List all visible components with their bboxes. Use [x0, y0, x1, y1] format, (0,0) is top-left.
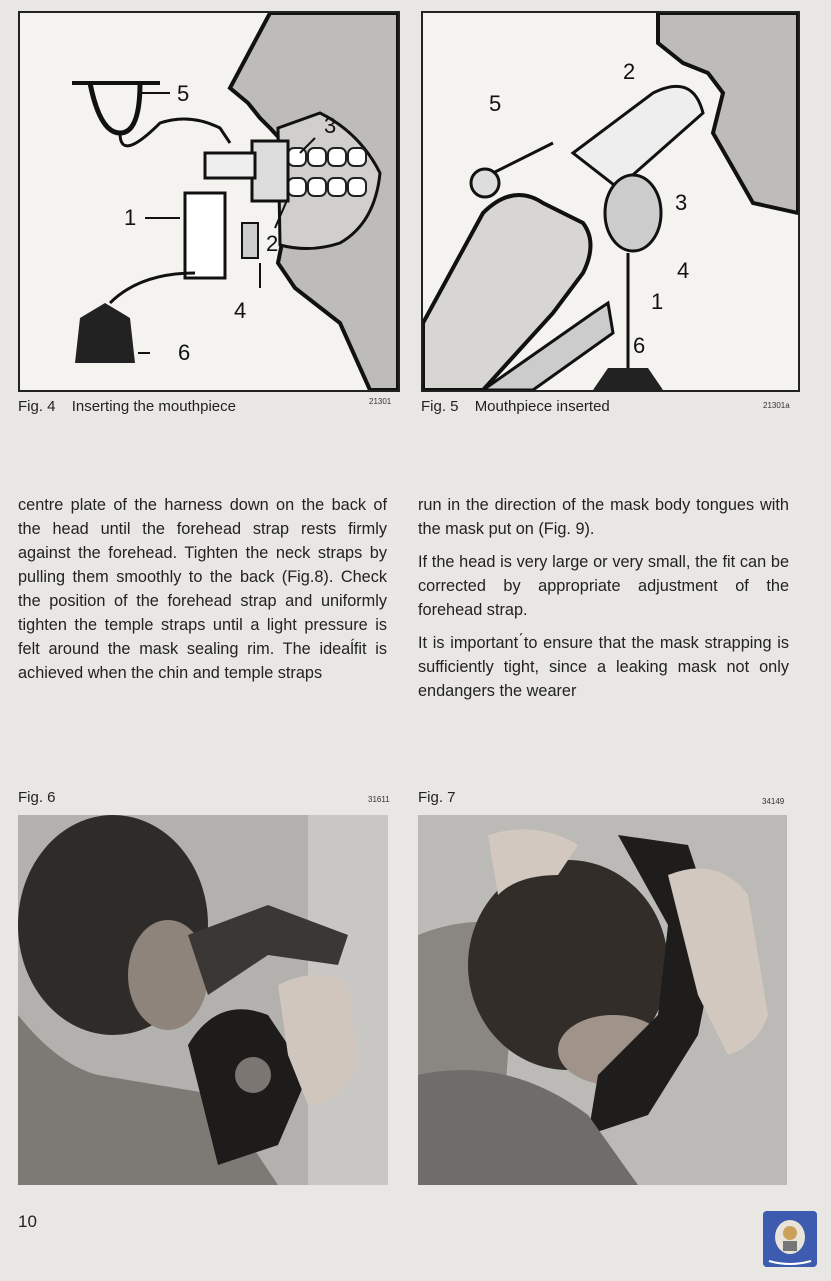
- callout-1: 1: [124, 205, 137, 230]
- callout-2: 2: [623, 59, 636, 84]
- photo-fig6-graphic: [18, 815, 388, 1185]
- fig7-code: 34149: [762, 797, 785, 806]
- callout-5: 5: [489, 91, 502, 116]
- site-logo: [763, 1211, 817, 1267]
- right-paragraph-3: It is important ́to ensure that the mask strapping is sufficiently tight, since a leaking mask not only endangers the wearer: [418, 634, 789, 700]
- mouthpiece-inserted-drawing: [423, 13, 798, 390]
- right-paragraph-2: If the head is very large or very small, the fit can be corrected by appropriate adjustment of the forehead strap.: [418, 553, 789, 619]
- fig4-title: Inserting the mouthpiece: [71, 398, 236, 415]
- photo-fig7-graphic: [418, 815, 787, 1185]
- callout-6: 6: [633, 333, 646, 358]
- fig5-number: Fig. 5: [421, 398, 459, 415]
- fig7-label: Fig. 7: [418, 789, 456, 806]
- callout-4: 4: [677, 258, 690, 283]
- fig4-code: 21301: [369, 397, 392, 406]
- page-number: 10: [18, 1212, 37, 1231]
- callout-1: 1: [651, 289, 664, 314]
- callout-3: 3: [324, 113, 337, 138]
- figure-4-illustration: [18, 11, 400, 392]
- body-text-left: [18, 493, 387, 694]
- fig6-label: Fig. 6: [18, 789, 56, 806]
- left-paragraph: centre plate of the harness down on the back of the head until the forehead strap rests firmly against the forehead. Tighten the neck straps by pulling them smoothly to the back (Fig.8). Check the position of the forehead strap and uniformly tighten the temple straps until a light pressure is felt around the mask sealing rim. The ideaĺfit is achieved when the chin and temple straps: [18, 496, 387, 682]
- fig5-caption: [421, 398, 610, 415]
- callout-4: 4: [234, 298, 247, 323]
- fig4-caption: [18, 398, 236, 415]
- fig4-number: Fig. 4: [18, 398, 56, 415]
- fig5-title: Mouthpiece inserted: [474, 398, 610, 415]
- callout-3: 3: [675, 190, 688, 215]
- callout-6: 6: [178, 340, 191, 365]
- body-text-right: [418, 493, 789, 712]
- figure-7-photo: [418, 815, 787, 1185]
- fig6-code: 31611: [368, 795, 390, 804]
- right-paragraph-1: run in the direction of the mask body tongues with the mask put on (Fig. 9).: [418, 496, 789, 538]
- figure-6-photo: [18, 815, 388, 1185]
- logo-icon: [763, 1211, 817, 1267]
- fig5-code: 21301a: [763, 401, 790, 410]
- mouthpiece-insertion-drawing: [20, 13, 398, 390]
- figure-5-illustration: [421, 11, 800, 392]
- callout-2: 2: [266, 231, 279, 256]
- callout-5: 5: [177, 81, 190, 106]
